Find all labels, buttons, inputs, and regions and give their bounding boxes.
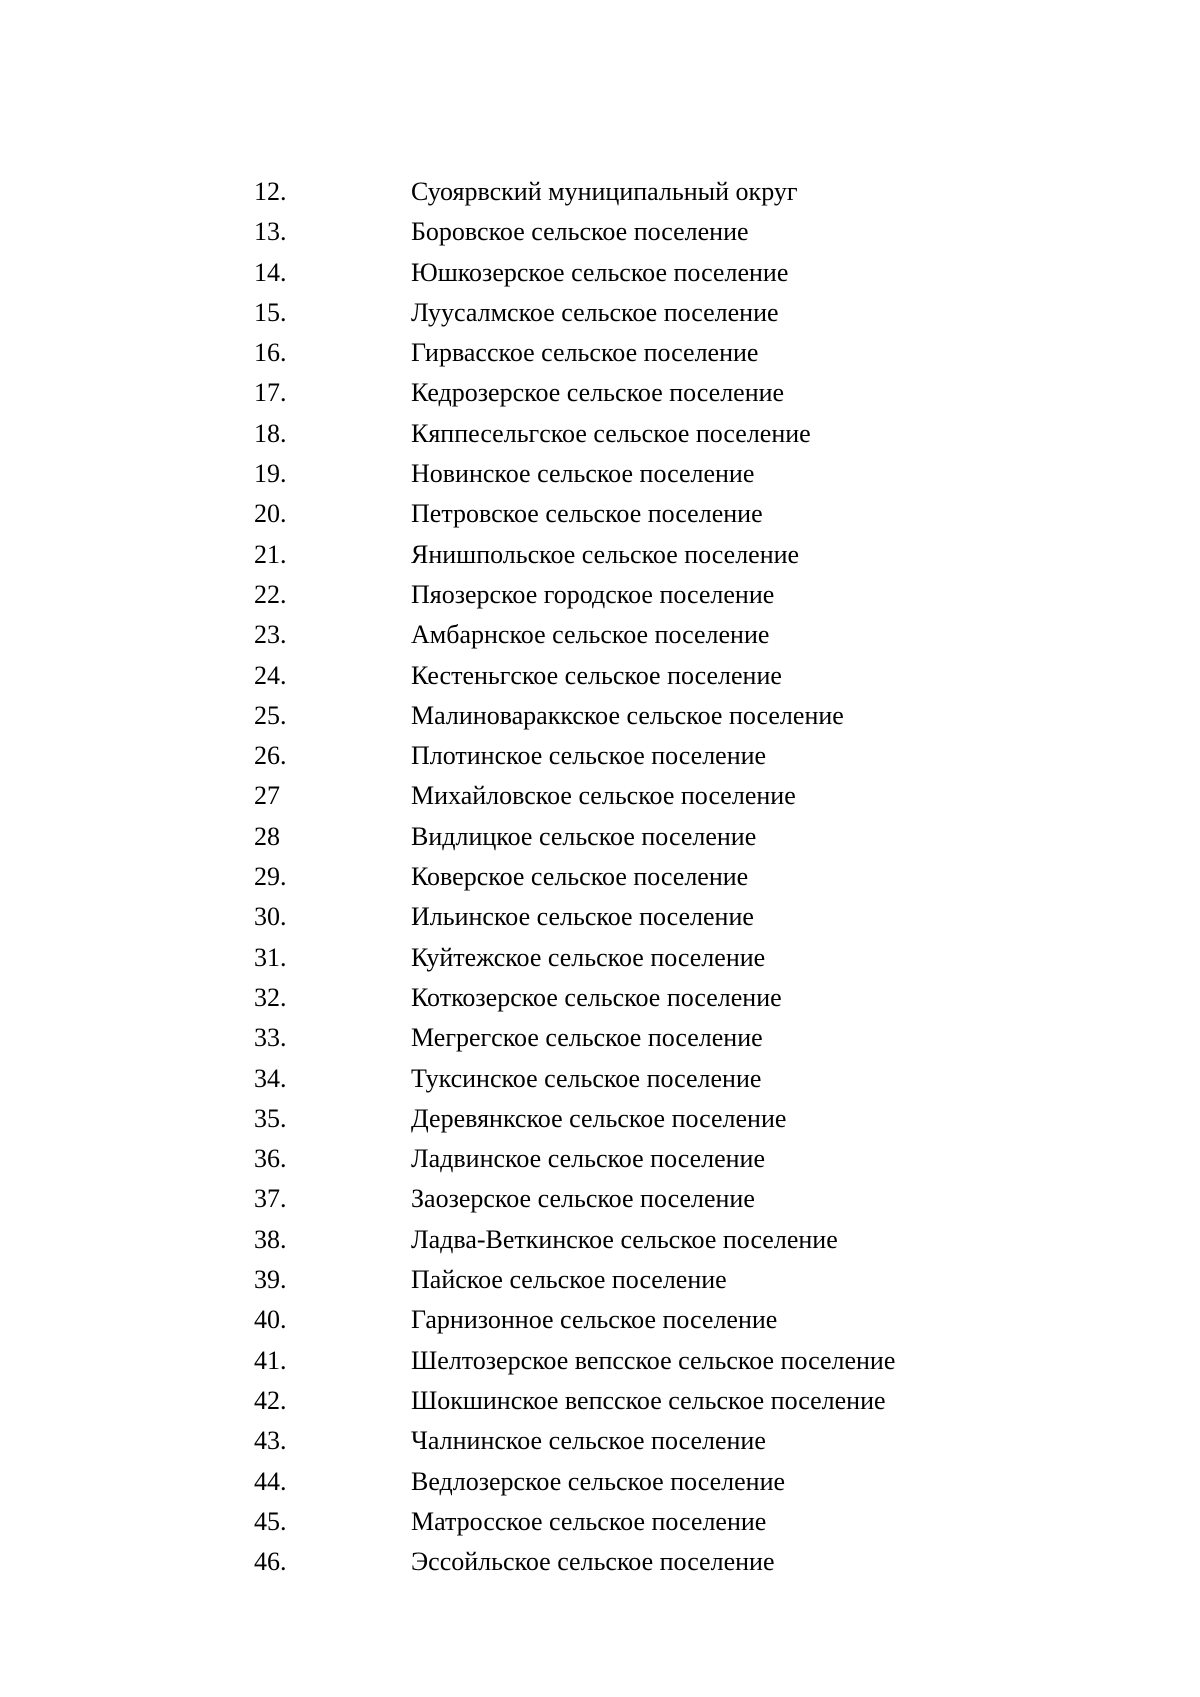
- list-row: [0, 1059, 1200, 1099]
- row-number: 27: [254, 781, 280, 811]
- row-number: 19.: [254, 459, 287, 489]
- row-number: 26.: [254, 741, 287, 771]
- list-row: [0, 1421, 1200, 1461]
- row-number: 29.: [254, 862, 287, 892]
- row-number: 30.: [254, 902, 287, 932]
- list-row: [0, 978, 1200, 1018]
- row-number: 37.: [254, 1184, 287, 1214]
- row-number: 15.: [254, 297, 287, 327]
- settlement-name: Шелтозерское вепсское сельское поселение: [411, 1345, 896, 1375]
- row-number: 31.: [254, 942, 287, 972]
- settlement-name: Чалнинское сельское поселение: [411, 1426, 766, 1456]
- settlement-name: Новинское сельское поселение: [411, 459, 755, 489]
- settlement-name: Амбарнское сельское поселение: [411, 620, 770, 650]
- settlement-name: Малиновараккское сельское поселение: [411, 700, 844, 730]
- list-row: [0, 1300, 1200, 1340]
- settlement-name: Плотинское сельское поселение: [411, 741, 767, 771]
- list-row: [0, 857, 1200, 897]
- settlement-name: Юшкозерское сельское поселение: [411, 257, 789, 287]
- settlement-name: Видлицкое сельское поселение: [411, 821, 757, 851]
- list-row: [0, 1018, 1200, 1058]
- settlement-name: Кедрозерское сельское поселение: [411, 378, 785, 408]
- list-row: [0, 1179, 1200, 1219]
- settlement-name: Ладва-Веткинское сельское поселение: [411, 1224, 838, 1254]
- list-row: [0, 938, 1200, 978]
- settlement-name: Суоярвский муниципальный округ: [411, 177, 798, 206]
- list-row: [0, 615, 1200, 655]
- row-number: 38.: [254, 1224, 287, 1254]
- list-row: [0, 1099, 1200, 1139]
- list-row: [0, 293, 1200, 333]
- settlement-name: Луусалмское сельское поселение: [411, 297, 779, 327]
- row-number: 33.: [254, 1023, 287, 1053]
- row-number: 21.: [254, 539, 287, 569]
- settlement-name: Петровское сельское поселение: [411, 499, 763, 529]
- settlement-name: Ильинское сельское поселение: [411, 902, 754, 932]
- row-number: 20.: [254, 499, 287, 529]
- settlement-name: Шокшинское вепсское сельское поселение: [411, 1385, 886, 1415]
- row-number: 28: [254, 821, 280, 851]
- row-number: 40.: [254, 1305, 287, 1335]
- row-number: 36.: [254, 1144, 287, 1174]
- settlement-name: Ладвинское сельское поселение: [411, 1144, 765, 1174]
- settlement-name: Пяозерское городское поселение: [411, 579, 775, 609]
- row-number: 17.: [254, 378, 287, 408]
- row-number: 39.: [254, 1265, 287, 1295]
- settlement-name: Туксинское сельское поселение: [411, 1063, 762, 1093]
- list-row: [0, 776, 1200, 816]
- list-row: [0, 656, 1200, 696]
- row-number: 32.: [254, 982, 287, 1012]
- row-number: 14.: [254, 257, 287, 287]
- row-number: 44.: [254, 1466, 287, 1496]
- settlement-name: Заозерское сельское поселение: [411, 1184, 755, 1214]
- settlement-name: Коверское сельское поселение: [411, 862, 749, 892]
- settlement-list: [0, 172, 1200, 1582]
- row-number: 43.: [254, 1426, 287, 1456]
- settlement-name: Кяппесельгское сельское поселение: [411, 418, 811, 448]
- row-number: 35.: [254, 1103, 287, 1133]
- row-number: 16.: [254, 338, 287, 368]
- settlement-name: Коткозерское сельское поселение: [411, 982, 782, 1012]
- list-row: [0, 414, 1200, 454]
- row-number: 23.: [254, 620, 287, 650]
- row-number: 24.: [254, 660, 287, 690]
- settlement-name: Боровское сельское поселение: [411, 217, 749, 247]
- settlement-name: Куйтежское сельское поселение: [411, 942, 766, 972]
- settlement-name: Пайское сельское поселение: [411, 1265, 727, 1295]
- list-row: [0, 212, 1200, 252]
- settlement-name: Гирвасское сельское поселение: [411, 338, 759, 368]
- row-number: 13.: [254, 217, 287, 247]
- list-row: [0, 172, 1200, 212]
- list-row: [0, 1341, 1200, 1381]
- row-number: 22.: [254, 579, 287, 609]
- list-row: [0, 696, 1200, 736]
- row-number: 45.: [254, 1506, 287, 1536]
- row-number: 41.: [254, 1345, 287, 1375]
- settlement-name: Михайловское сельское поселение: [411, 781, 796, 811]
- list-row: [0, 1542, 1200, 1582]
- list-row: [0, 1220, 1200, 1260]
- list-row: [0, 333, 1200, 373]
- list-row: [0, 1381, 1200, 1421]
- settlement-name: Янишпольское сельское поселение: [411, 539, 800, 569]
- row-number: 46.: [254, 1547, 287, 1577]
- settlement-name: Ведлозерское сельское поселение: [411, 1466, 786, 1496]
- row-number: 12.: [254, 177, 287, 206]
- list-row: [0, 1139, 1200, 1179]
- settlement-name: Мегрегское сельское поселение: [411, 1023, 763, 1053]
- row-number: 25.: [254, 700, 287, 730]
- row-number: 42.: [254, 1385, 287, 1415]
- list-row: [0, 1462, 1200, 1502]
- settlement-name: Кестеньгское сельское поселение: [411, 660, 782, 690]
- list-row: [0, 817, 1200, 857]
- list-row: [0, 253, 1200, 293]
- list-row: [0, 1260, 1200, 1300]
- list-row: [0, 575, 1200, 615]
- list-row: [0, 736, 1200, 776]
- settlement-name: Деревянкское сельское поселение: [411, 1103, 787, 1133]
- settlement-name: Эссойльское сельское поселение: [411, 1547, 775, 1577]
- list-row: [0, 494, 1200, 534]
- list-row: [0, 454, 1200, 494]
- settlement-name: Гарнизонное сельское поселение: [411, 1305, 778, 1335]
- row-number: 18.: [254, 418, 287, 448]
- row-number: 34.: [254, 1063, 287, 1093]
- settlement-name: Матросское сельское поселение: [411, 1506, 767, 1536]
- list-row: [0, 1502, 1200, 1542]
- list-row: [0, 535, 1200, 575]
- list-row: [0, 373, 1200, 413]
- list-row: [0, 897, 1200, 937]
